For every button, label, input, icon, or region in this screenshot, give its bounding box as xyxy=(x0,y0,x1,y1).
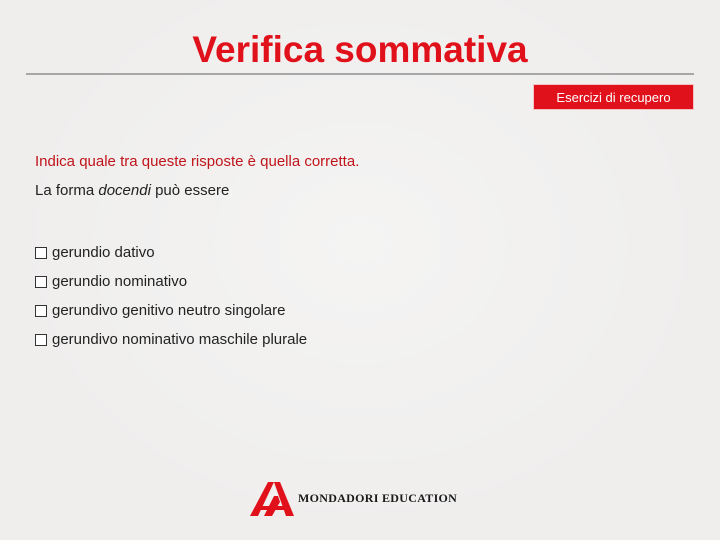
exercise-instruction: Indica quale tra queste risposte è quella corretta. xyxy=(35,153,360,170)
mondadori-a-logo-icon xyxy=(250,480,294,516)
checkbox-icon[interactable] xyxy=(35,247,47,259)
checkbox-icon[interactable] xyxy=(35,276,47,288)
answer-option-label: gerundio nominativo xyxy=(52,272,188,290)
answer-option-label: gerundivo nominativo maschile plurale xyxy=(52,330,308,348)
recovery-exercises-badge[interactable]: Esercizi di recupero xyxy=(533,84,694,110)
question-term: docendi xyxy=(98,182,151,199)
checkbox-icon[interactable] xyxy=(35,305,47,317)
exercise-question xyxy=(35,181,229,201)
answer-option-label: gerundivo genitivo neutro singolare xyxy=(52,301,286,319)
answer-option-3[interactable] xyxy=(35,296,307,325)
answer-option-4[interactable] xyxy=(35,325,307,354)
publisher-logo xyxy=(250,480,457,516)
title-divider xyxy=(26,73,694,75)
page-title: Verifica sommativa xyxy=(192,29,528,70)
checkbox-icon[interactable] xyxy=(35,334,47,346)
answer-option-2[interactable] xyxy=(35,267,307,296)
question-suffix: può essere xyxy=(150,182,230,199)
publisher-name: MONDADORI EDUCATION xyxy=(298,490,458,505)
answer-option-1[interactable] xyxy=(35,238,307,267)
answer-option-label: gerundio dativo xyxy=(52,243,155,261)
question-prefix: La forma xyxy=(35,182,99,199)
answer-options xyxy=(35,238,307,354)
